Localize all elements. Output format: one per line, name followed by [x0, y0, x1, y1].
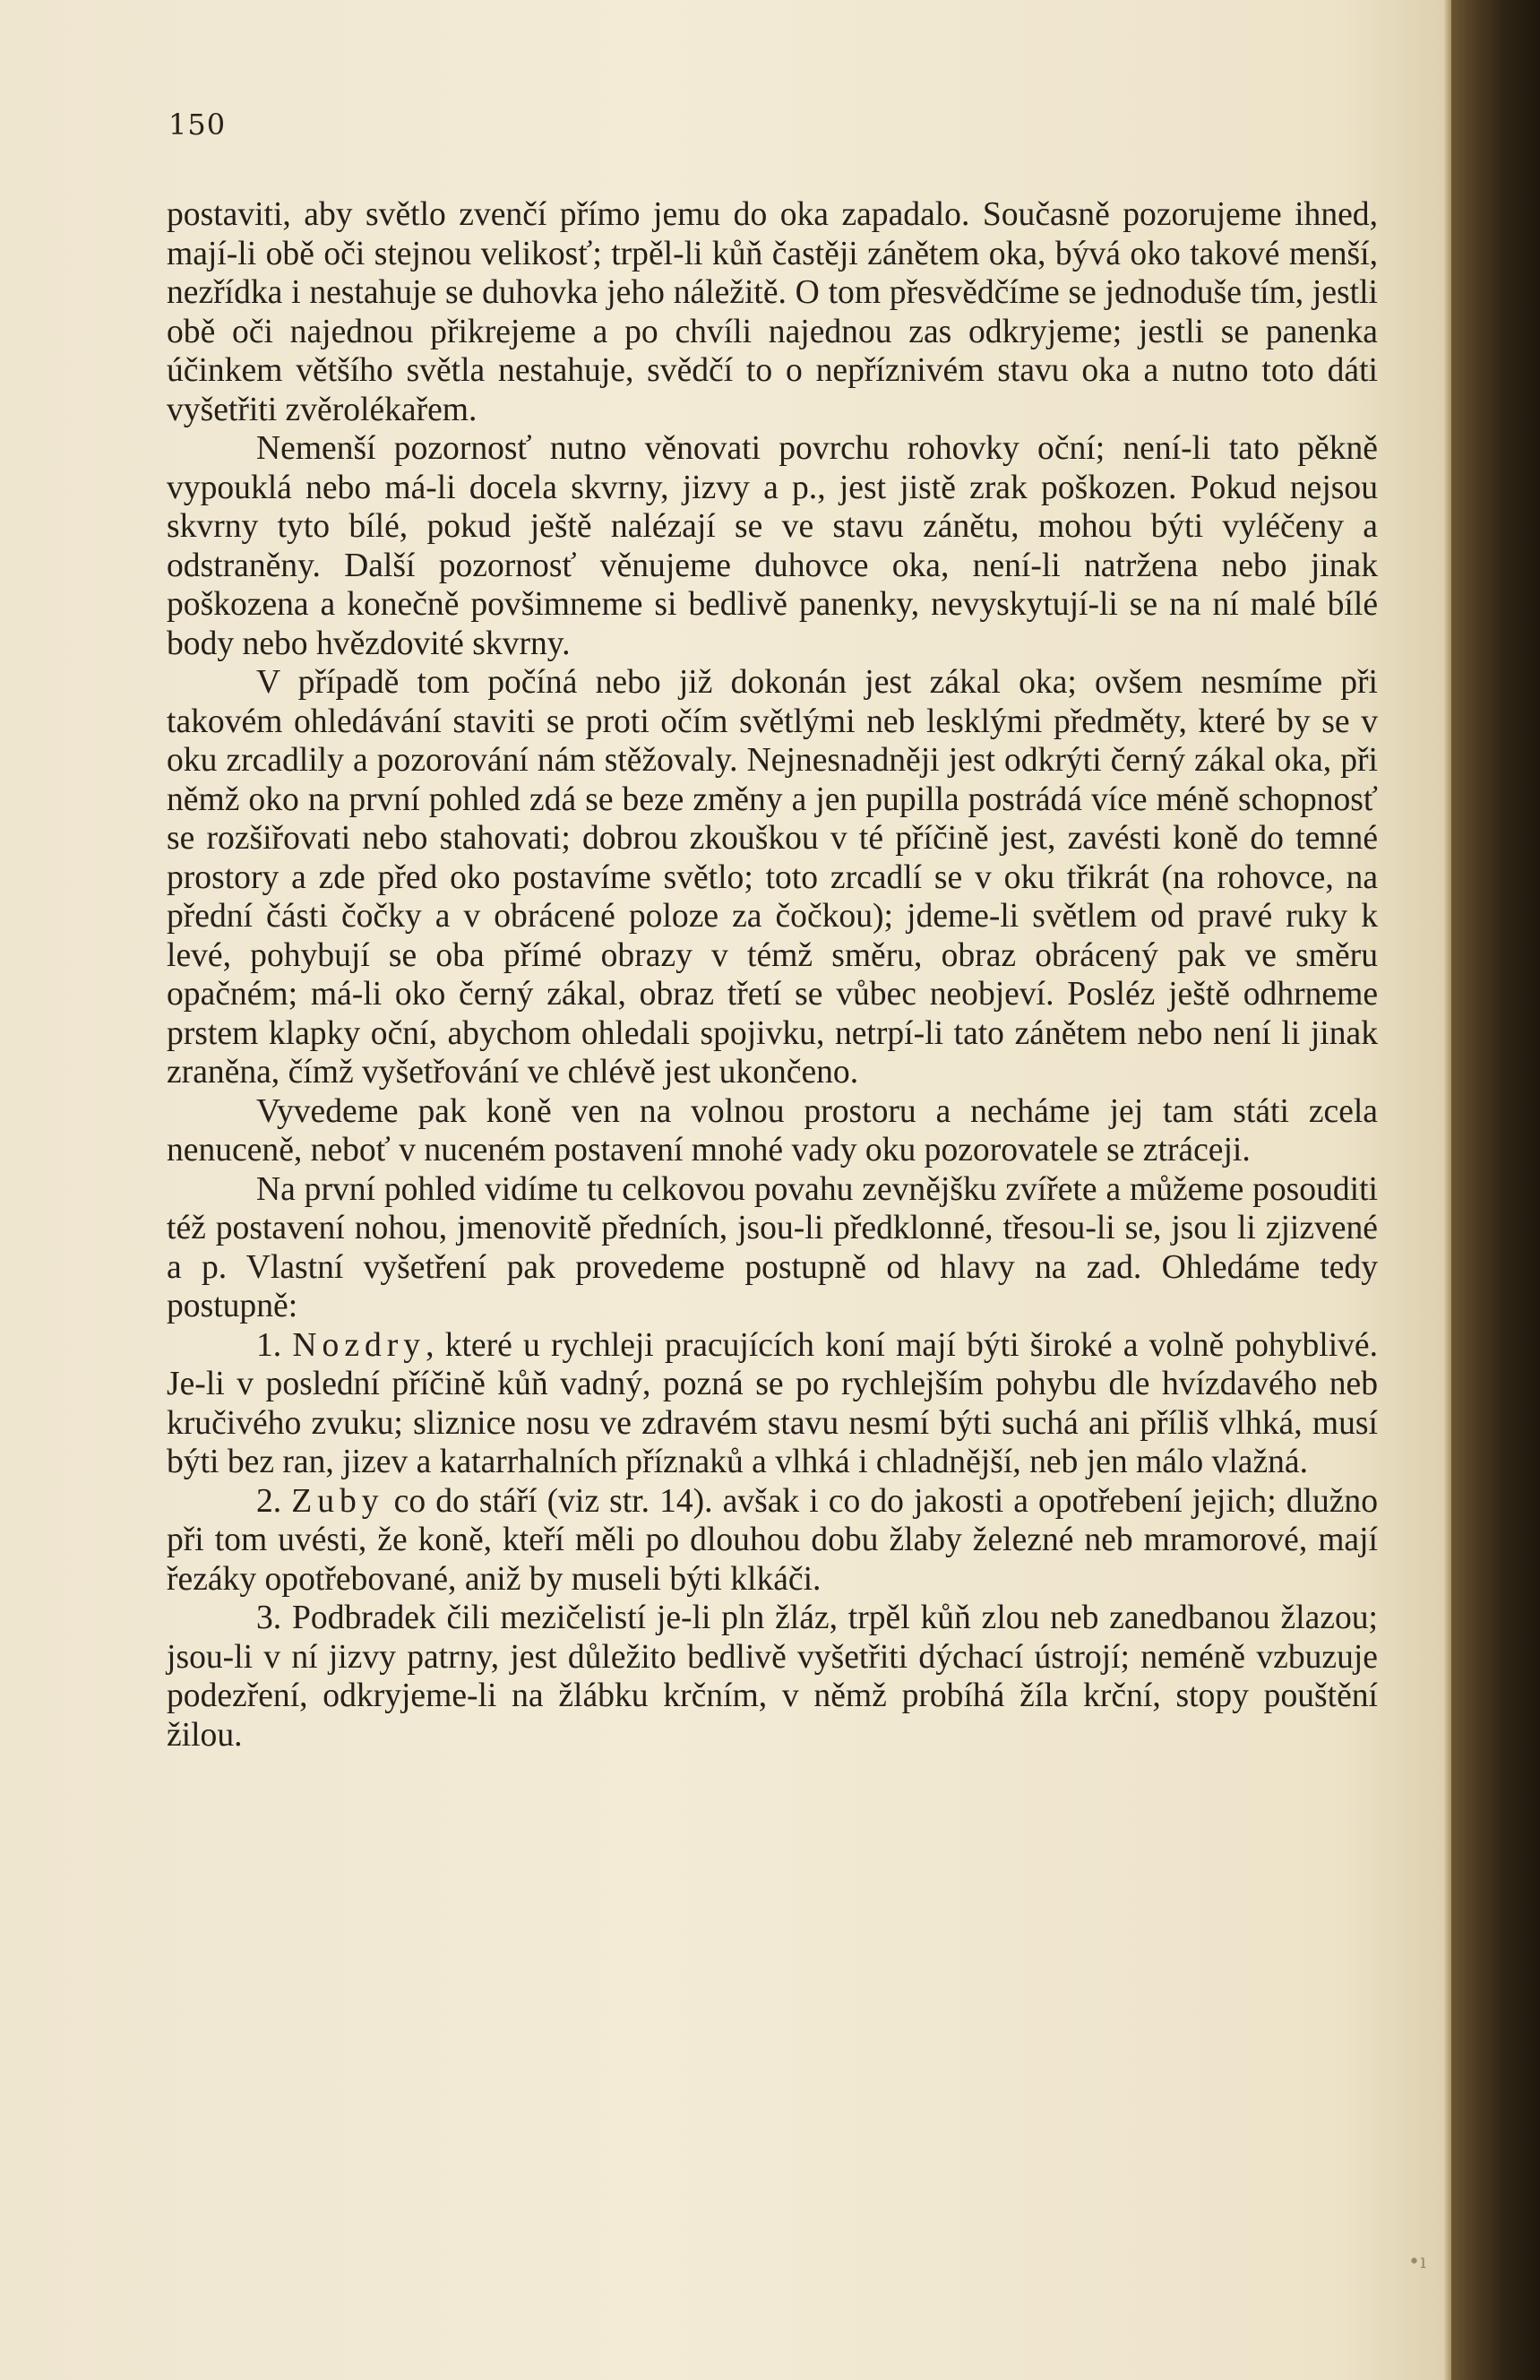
item-text-3: Podbradek čili mezičelistí je-li pln žláz, trpěl kůň zlou neb zanedbanou žlazou; jsou-li v ní jizvy patrny, jest důležito bedlivě vyšetřiti dýchací ústrojí; neméně vzbuzuje podezření, odkryjeme-li na žlábku krčním, v němž probíhá žíla krční, stopy pouštění žilou. [167, 1600, 1378, 1754]
ink-mark: •ı [1408, 2251, 1427, 2273]
item-number-3: 3. [256, 1600, 292, 1636]
item-text-1: , které u rychleji pracujících koní mají býti široké a volně pohyblivé. Je-li v poslední příčině kůň vadný, pozná se po rychlejším pohybu dle hvízdavého neb kručivého zvuku; sliznice nosu ve zdravém stavu nesmí býti suchá ani příliš vlhká, musí býti bez ran, jizev a katarrhalních příznaků a vlhká i chladnější, neb jen málo vlažná. [167, 1326, 1379, 1480]
book-spine [1451, 0, 1540, 2380]
item-term-nozdry: Nozdry [292, 1326, 426, 1364]
item-term-zuby: Zuby [291, 1482, 384, 1520]
paragraph-8 [167, 1599, 1378, 1755]
paragraph-7 [167, 1482, 1378, 1600]
page-number: 150 [168, 108, 227, 142]
paragraph-4: Vyvedeme pak koně ven na volnou prostoru a necháme jej tam státi zcela nenuceně, neboť v nuceném postavení mnohé vady oku pozorovatele se ztráceji. [167, 1092, 1378, 1168]
paragraph-5: Na první pohled vidíme tu celkovou povahu zevnějšku zvířete a můžeme posouditi též postavení nohou, jmenovitě předních, jsou-li předklonné, třesou-li se, jsou li zjizvené a p. Vlastní vyšetření pak provedeme postupně od hlavy na zad. Ohledáme tedy postupně: [167, 1170, 1378, 1324]
item-number-2: 2. [256, 1482, 292, 1520]
item-number-1: 1. [256, 1326, 293, 1364]
paragraph-6 [167, 1326, 1378, 1482]
body-text [167, 195, 1378, 1755]
paragraph-2: Nemenší pozornosť nutno věnovati povrchu rohovky oční; není-li tato pěkně vypouklá nebo má-li docela skvrny, jizvy a p., jest jistě zrak poškozen. Pokud nejsou skvrny tyto bílé, pokud ještě nalézají se ve stavu zánětu, mohou býti vyléčeny a odstraněny. Další pozornosť věnujeme duhovce oka, není-li natržena nebo jinak poškozena a konečně povšimneme si bedlivě panenky, nevyskytují-li se na ní malé bílé body nebo hvězdovité skvrny. [167, 430, 1378, 662]
paragraph-3: V případě tom počíná nebo již dokonán jest zákal oka; ovšem nesmíme při takovém ohledávání staviti se proti očím světlými neb lesklými předměty, které by se v oku zrcadlily a pozorování nám stěžovaly. Nejnesnadněji jest odkrýti černý zákal oka, při němž oko na první pohled zdá se beze změny a jen pupilla postrádá více méně schopnosť se rozšiřovati nebo stahovati; dobrou zkouškou v té příčině jest, zavésti koně do temné prostory a zde před oko postavíme světlo; toto zrcadlí se v oku třikrát (na rohovce, na přední části čočky a v obrácené poloze za čočkou); jdeme-li světlem od pravé ruky k levé, pohybují se oba přímé obrazy v témž směru, obraz obrácený pak ve směru opačném; má-li oko černý zákal, obraz třetí se vůbec neobjeví. Posléz ještě odhrneme prstem klapky oční, abychom ohledali spojivku, netrpí-li tato zánětem nebo není li jinak zraněna, čímž vyšetřování ve chlévě jest ukončeno. [167, 664, 1378, 1091]
paragraph-1: postaviti, aby světlo zvenčí přímo jemu do oka zapadalo. Současně pozorujeme ihned, mají-li obě oči stejnou velikosť; trpěl-li kůň častěji zánětem oka, bývá oko takové menší, nezřídka i nestahuje se duhovka jeho náležitě. O tom přesvědčíme se jednoduše tím, jestli obě oči najednou přikrejeme a po chvíli najednou zas odkryjeme; jestli se panenka účinkem většího světla nestahuje, svědčí to o nepříznivém stavu oka a nutno toto dáti vyšetřiti zvěrolékařem. [167, 196, 1378, 428]
page-edge [1444, 0, 1451, 2380]
item-text-2: co do stáří (viz str. 14). avšak i co do jakosti a opotřebení jejich; dlužno při tom uvésti, že koně, kteří měli po dlouhou dobu žlaby železné neb mramorové, mají řezáky opotřebované, aniž by museli býti klkáči. [167, 1482, 1379, 1598]
